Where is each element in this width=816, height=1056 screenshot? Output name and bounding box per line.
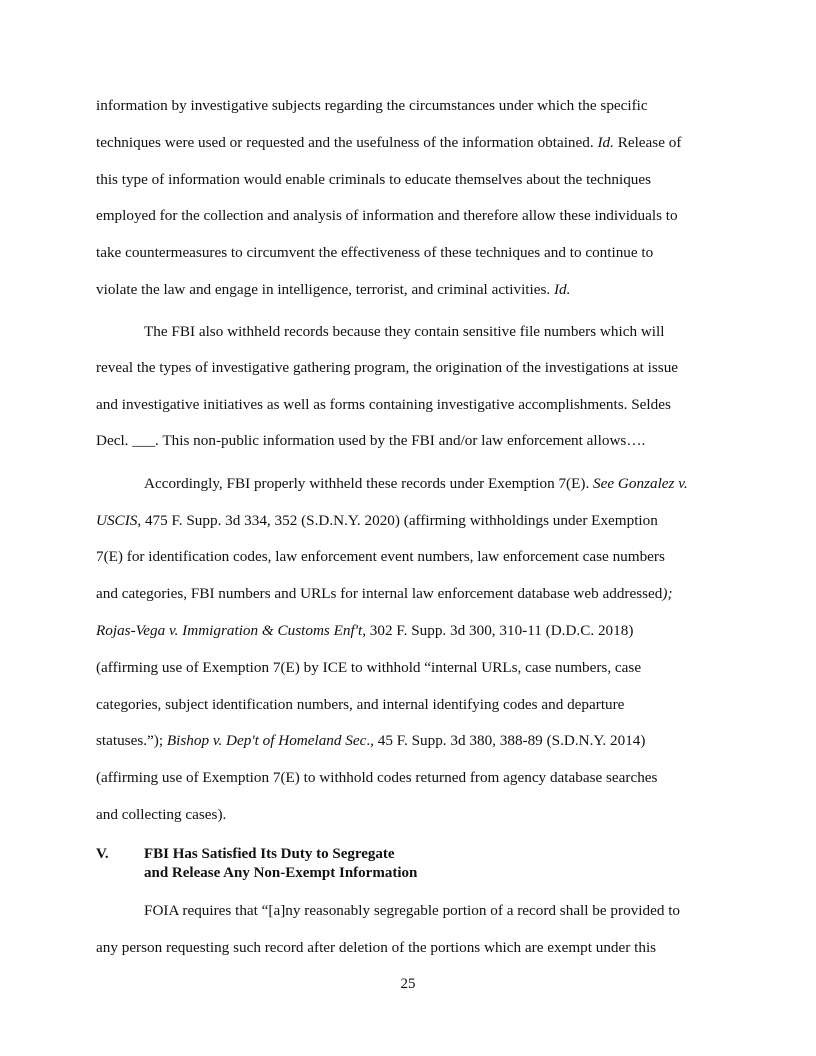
citation-text: ); — [662, 585, 673, 602]
citation-text: Rojas-Vega v. Immigration & Customs Enf't — [96, 622, 363, 639]
body-text: statuses.”); — [96, 732, 167, 749]
body-line — [96, 512, 658, 530]
body-line — [96, 396, 671, 414]
body-line — [96, 134, 681, 152]
body-line — [96, 732, 645, 750]
body-text: Decl. ___. This non-public information used by the FBI and/or law enforcement allows…. — [96, 432, 646, 449]
citation-text: Id. — [597, 134, 614, 151]
body-line — [96, 359, 678, 377]
body-text: information by investigative subjects regarding the circumstances under which the specific — [96, 97, 648, 114]
body-text: categories, subject identification numbers, and internal identifying codes and departure — [96, 696, 625, 713]
body-text: reveal the types of investigative gathering program, the origination of the investigations at issue — [96, 359, 679, 376]
body-line — [96, 432, 645, 450]
body-text: take countermeasures to circumvent the effectiveness of these techniques and to continue to — [96, 244, 654, 261]
citation-text: Id. — [554, 281, 571, 298]
body-line — [96, 548, 665, 566]
body-text: , 475 F. Supp. 3d 334, 352 (S.D.N.Y. 2020) (affirming withholdings under Exemption — [137, 512, 658, 529]
body-text: this type of information would enable criminals to educate themselves about the techniques — [96, 171, 652, 188]
body-line — [96, 769, 657, 787]
citation-text: USCIS — [96, 512, 138, 529]
section-number: V. — [96, 846, 109, 862]
page-number: 25 — [400, 976, 416, 992]
body-line — [96, 659, 641, 677]
body-line — [96, 585, 673, 603]
citation-text: Bishop v. Dep't of Homeland Sec — [166, 732, 367, 749]
body-text: (affirming use of Exemption 7(E) to withhold codes returned from agency database searches — [96, 769, 658, 786]
body-text: The FBI also withheld records because they contain sensitive file numbers which will — [144, 323, 665, 340]
body-text: violate the law and engage in intelligence, terrorist, and criminal activities. — [96, 281, 554, 298]
body-text: and collecting cases). — [96, 806, 227, 823]
body-text: ., 45 F. Supp. 3d 380, 388-89 (S.D.N.Y. 2014) — [366, 732, 646, 749]
body-text: Release of — [613, 134, 682, 151]
citation-text: See Gonzalez v. — [593, 475, 688, 492]
body-line — [144, 475, 688, 493]
body-line — [144, 323, 664, 341]
body-line — [96, 171, 651, 189]
body-line — [96, 939, 656, 957]
body-text: employed for the collection and analysis of information and therefore allow these individuals to — [96, 207, 678, 224]
body-text: and investigative initiatives as well as forms containing investigative accomplishments. Seldes — [96, 396, 671, 413]
body-text: FOIA requires that “[a]ny reasonably segregable portion of a record shall be provided to — [144, 902, 681, 919]
body-line — [144, 902, 680, 920]
body-line — [96, 244, 653, 262]
section-title-line-1: FBI Has Satisfied Its Duty to Segregate — [144, 846, 395, 862]
body-line — [96, 806, 226, 824]
body-line — [96, 207, 678, 225]
section-title-line-2: and Release Any Non-Exempt Information — [144, 865, 418, 881]
body-text: 7(E) for identification codes, law enforcement event numbers, law enforcement case numbers — [96, 548, 665, 565]
body-text: , 302 F. Supp. 3d 300, 310-11 (D.D.C. 2018) — [362, 622, 634, 639]
body-text: and categories, FBI numbers and URLs for internal law enforcement database web addressed — [96, 585, 663, 602]
body-line — [96, 97, 648, 115]
body-line — [96, 696, 624, 714]
body-line — [96, 281, 570, 299]
body-line — [96, 622, 633, 640]
body-text: (affirming use of Exemption 7(E) by ICE to withhold “internal URLs, case numbers, case — [96, 659, 642, 676]
body-text: techniques were used or requested and the usefulness of the information obtained. — [96, 134, 598, 151]
body-text: Accordingly, FBI properly withheld these records under Exemption 7(E). — [144, 475, 594, 492]
body-text: any person requesting such record after deletion of the portions which are exempt under this — [96, 939, 657, 956]
